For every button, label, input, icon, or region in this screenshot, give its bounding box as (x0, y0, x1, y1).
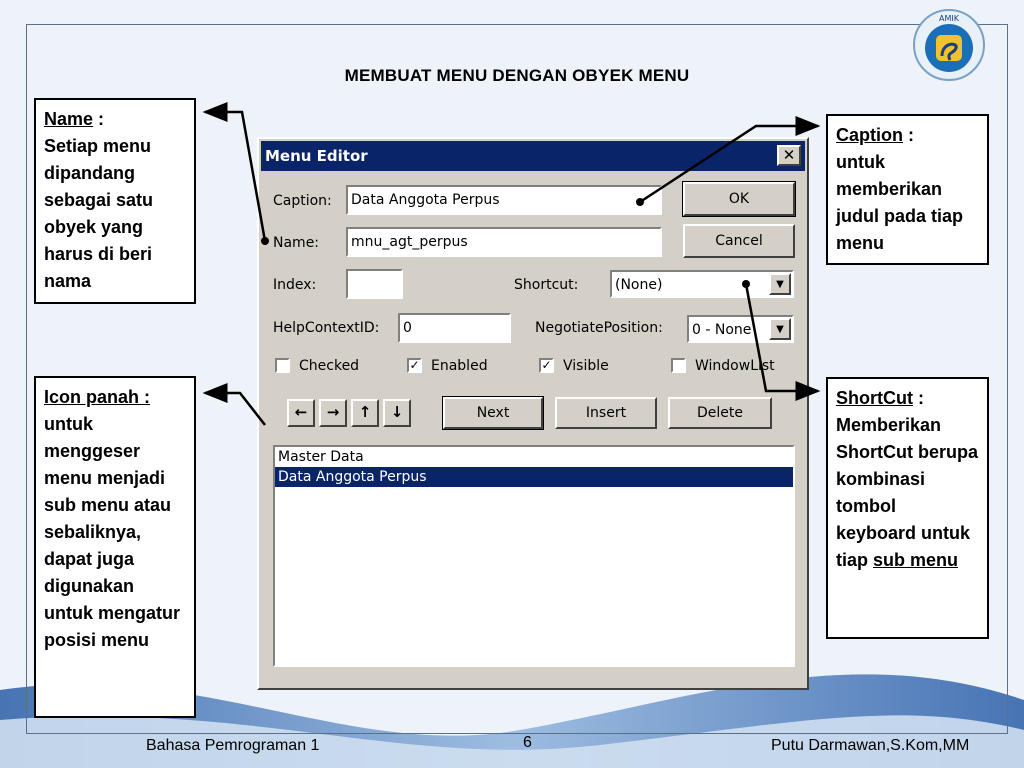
insert-button[interactable]: Insert (555, 397, 657, 429)
list-item[interactable]: Master Data (278, 449, 364, 465)
note-caption-body: untuk memberikan judul pada tiap menu (836, 152, 964, 253)
caption-label: Caption: (273, 193, 332, 209)
helpcontext-input[interactable]: 0 (398, 313, 511, 343)
note-icon-panah (34, 376, 196, 718)
close-icon: ✕ (782, 146, 796, 164)
checked-label: Checked (299, 358, 360, 374)
note-icon-body: untuk menggeser menu menjadi sub menu atau sebaliknya, dapat juga digunakan untuk mengatur posisi menu (44, 414, 181, 650)
next-button[interactable]: Next (443, 397, 543, 429)
note-shortcut-body: Memberikan ShortCut berupa kombinasi tombol keyboard untuk tiap (836, 415, 978, 570)
note-caption-heading: Caption (836, 125, 903, 145)
arrow-left-button[interactable] (287, 399, 315, 427)
caption-input[interactable]: Data Anggota Perpus (346, 185, 662, 215)
windowlist-label: WindowList (695, 358, 775, 374)
negotiate-combo[interactable] (687, 315, 794, 343)
list-item[interactable]: Data Anggota Perpus (275, 467, 793, 487)
index-input[interactable] (346, 269, 403, 299)
logo-text: AMIK (939, 14, 959, 23)
footer-course: Bahasa Pemrograman 1 (146, 737, 320, 754)
arrow-right-button[interactable] (319, 399, 347, 427)
note-icon-heading: Icon panah : (44, 387, 151, 407)
visible-label: Visible (563, 358, 609, 374)
visible-checkbox[interactable]: ✓ (539, 358, 554, 373)
note-shortcut-colon: : (912, 388, 924, 408)
ok-button[interactable]: OK (683, 182, 795, 216)
arrow-down-button[interactable] (383, 399, 411, 427)
slide-title: MEMBUAT MENU DENGAN OBYEK MENU (344, 66, 690, 85)
windowlist-checkbox[interactable] (671, 358, 686, 373)
index-label: Index: (273, 277, 317, 293)
note-name-heading: Name (44, 109, 94, 129)
note-caption (826, 114, 989, 265)
checked-checkbox[interactable] (275, 358, 290, 373)
cancel-button[interactable]: Cancel (683, 224, 795, 258)
shortcut-dropdown-icon[interactable]: ▼ (769, 273, 791, 295)
footer-page-number: 6 (523, 734, 532, 751)
delete-button[interactable]: Delete (668, 397, 772, 429)
menu-editor-dialog (257, 137, 809, 690)
arrow-right-icon: → (326, 403, 340, 421)
helpcontext-label: HelpContextID: (273, 320, 380, 336)
enabled-checkbox[interactable]: ✓ (407, 358, 422, 373)
shortcut-combo[interactable] (610, 270, 794, 298)
shortcut-value: (None) (615, 277, 663, 293)
negotiate-value: 0 - None (692, 322, 752, 338)
enabled-label: Enabled (431, 358, 488, 374)
arrow-left-icon: ← (294, 403, 308, 421)
dialog-titlebar[interactable] (261, 141, 805, 171)
note-name (34, 98, 196, 304)
menu-list[interactable] (273, 445, 795, 667)
note-shortcut-heading: ShortCut (836, 388, 913, 408)
close-button[interactable] (777, 145, 801, 166)
dialog-title: Menu Editor (265, 147, 368, 165)
note-name-colon: : (93, 109, 105, 129)
footer-author: Putu Darmawan,S.Kom,MM (771, 737, 970, 754)
arrow-up-button[interactable] (351, 399, 379, 427)
note-shortcut (826, 377, 989, 639)
arrow-up-icon: ↑ (358, 403, 372, 421)
note-shortcut-tail: sub menu (873, 550, 959, 570)
note-caption-colon: : (903, 125, 914, 145)
negotiate-label: NegotiatePosition: (535, 320, 663, 336)
arrow-down-icon: ↓ (390, 403, 404, 421)
shortcut-label: Shortcut: (514, 277, 579, 293)
name-label: Name: (273, 235, 320, 251)
note-name-body: Setiap menu dipandang sebagai satu obyek yang harus di beri nama (44, 136, 154, 291)
negotiate-dropdown-icon[interactable]: ▼ (769, 318, 791, 340)
name-input[interactable]: mnu_agt_perpus (346, 227, 662, 257)
